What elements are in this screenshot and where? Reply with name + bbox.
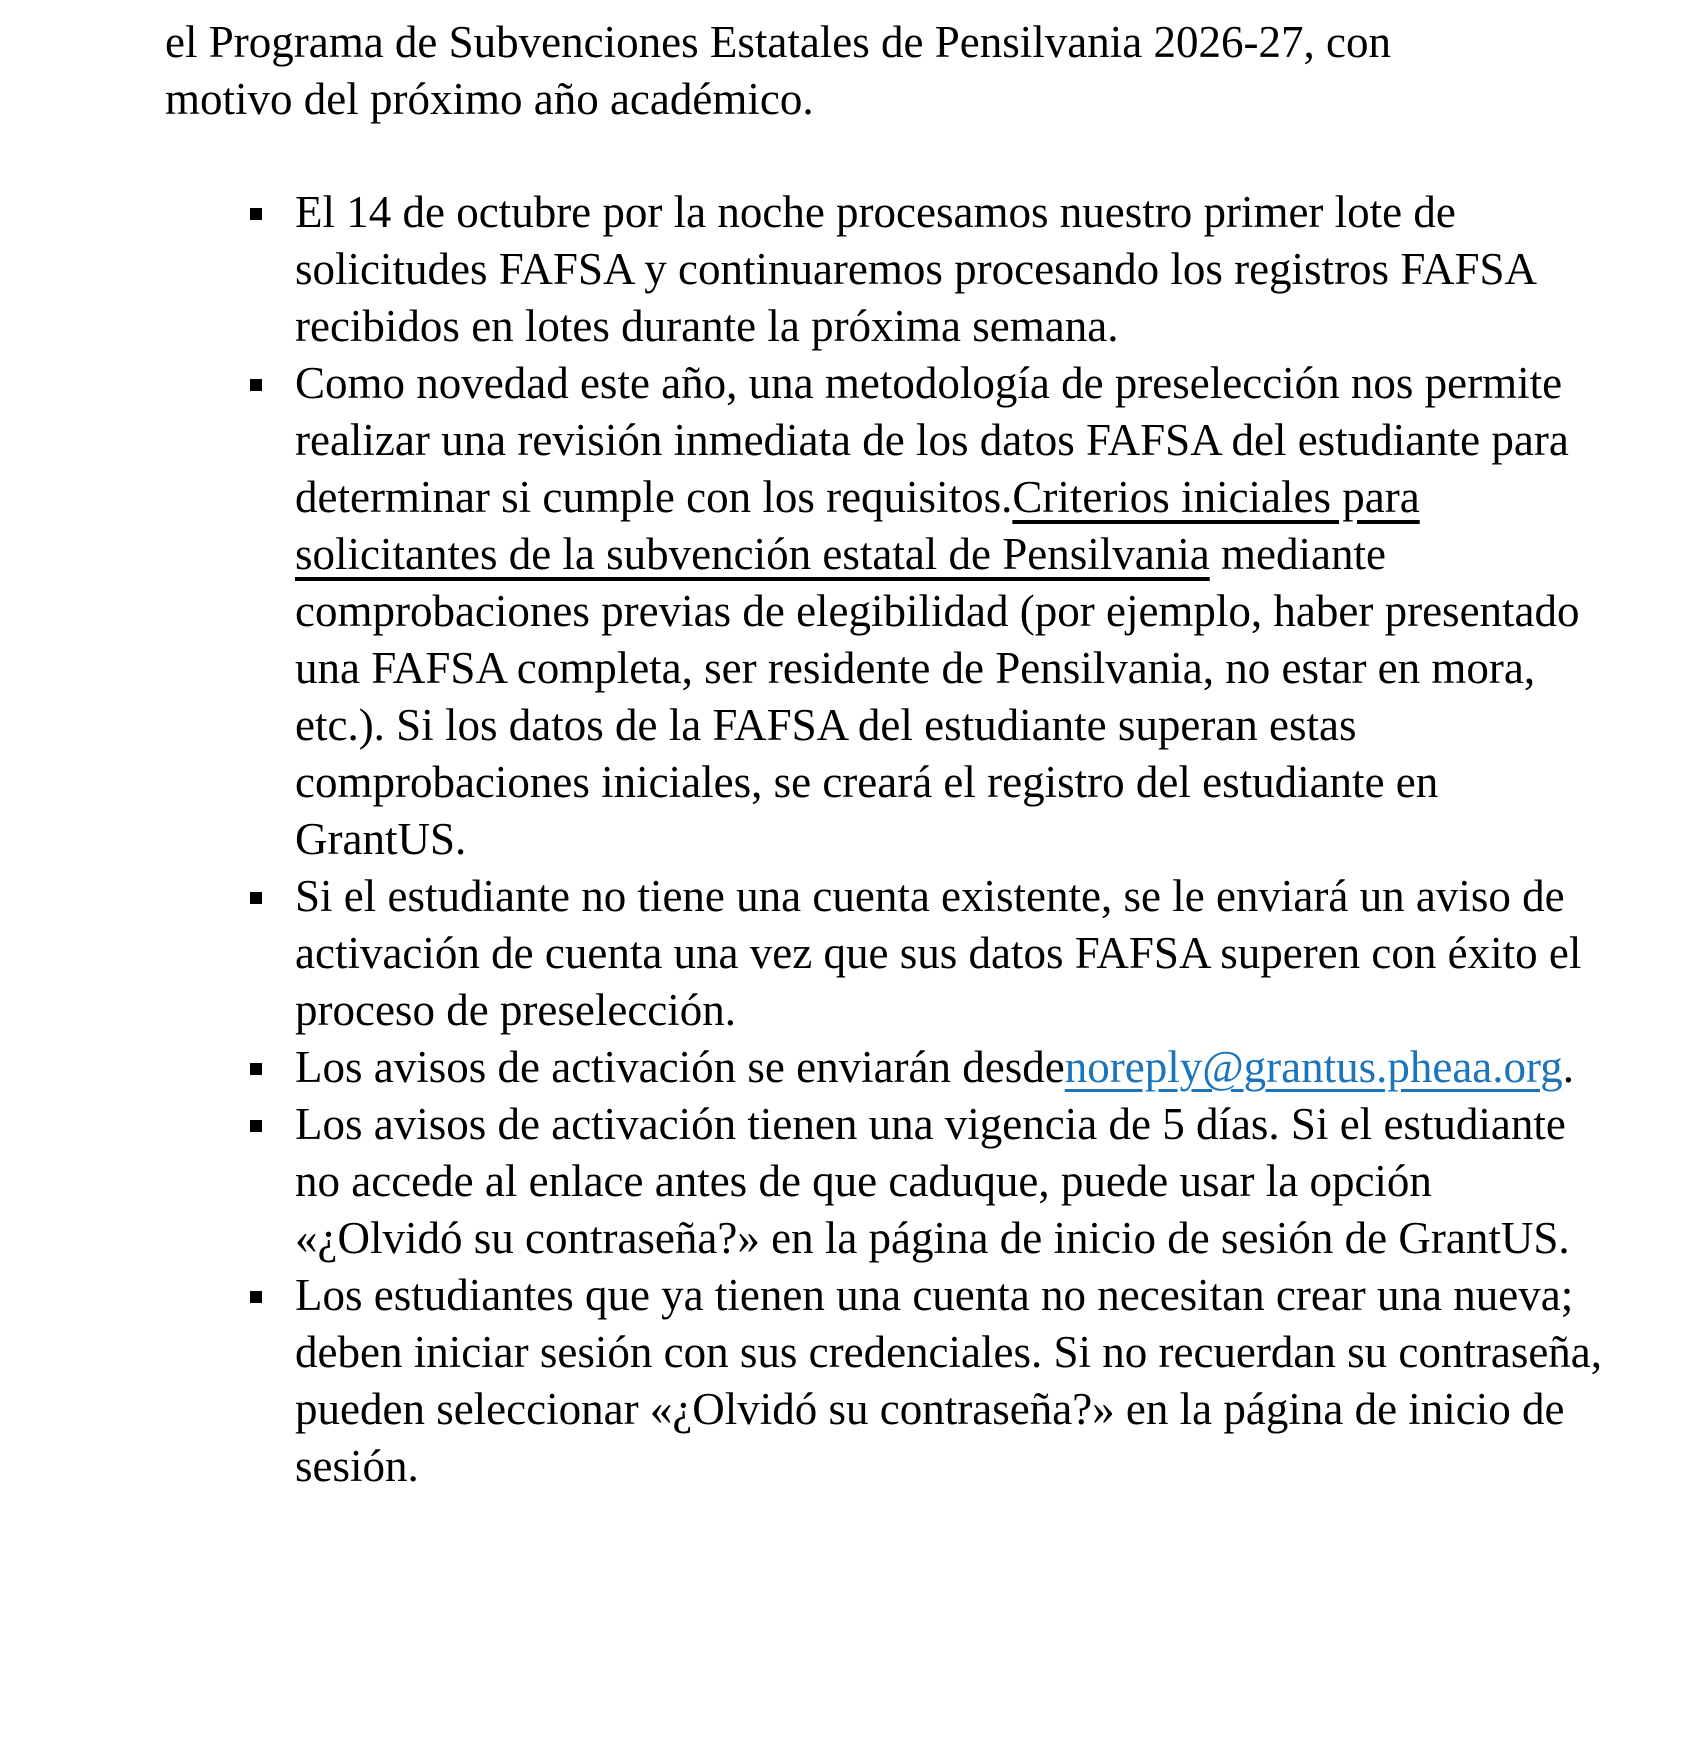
list-item — [295, 1096, 1605, 1267]
list-item — [295, 868, 1605, 1039]
list-item — [295, 1039, 1605, 1096]
list-item — [295, 1267, 1605, 1495]
bullet-text: El 14 de octubre por la noche procesamos nuestro primer lote de solicitudes FAFSA y continuaremos procesando los registros FAFSA recibidos en lotes durante la próxima semana. — [295, 187, 1535, 351]
bullet-list — [165, 184, 1700, 1495]
list-item — [295, 184, 1605, 355]
noreply-email-link[interactable]: noreply@grantus.pheaa.org — [1064, 1042, 1563, 1092]
bullet-text: Los estudiantes que ya tienen una cuenta no necesitan crear una nueva; deben iniciar sesión con sus credenciales. Si no recuerdan su contraseña, pueden seleccionar «¿Olvidó su contraseña?» en la página de inicio de sesión. — [295, 1270, 1603, 1491]
bullet-text: Si el estudiante no tiene una cuenta existente, se le enviará un aviso de activación de cuenta una vez que sus datos FAFSA superen con éxito el proceso de preselección. — [295, 871, 1582, 1035]
list-item — [295, 355, 1605, 868]
bullet-text: . — [1562, 1042, 1574, 1092]
bullet-text: Como novedad este año, una metodología de preselección nos permite realizar una revisión inmediata de los datos FAFSA del estudiante para determinar si cumple con los requisitos. — [295, 358, 1569, 522]
intro-paragraph: el Programa de Subvenciones Estatales de Pensilvania 2026-27, con motivo del próximo año académico. — [165, 17, 1391, 124]
bullet-text: Los avisos de activación se enviarán desde — [295, 1042, 1065, 1092]
criteria-link[interactable]: Criterios iniciales para solicitantes de la subvención estatal de Pensilvania — [295, 472, 1420, 579]
bullet-text: Los avisos de activación tienen una vigencia de 5 días. Si el estudiante no accede al enlace antes de que caduque, puede usar la opción «¿Olvidó su contraseña?» en la página de inicio de sesión de GrantUS. — [295, 1099, 1570, 1263]
bullet-text: mediante comprobaciones previas de elegibilidad (por ejemplo, haber presentado una FAFSA completa, ser residente de Pensilvania, no estar en mora, etc.). Si los datos de la FAFSA del estudiante superan estas comprobaciones iniciales, se creará el registro del estudiante en GrantUS. — [295, 529, 1580, 864]
